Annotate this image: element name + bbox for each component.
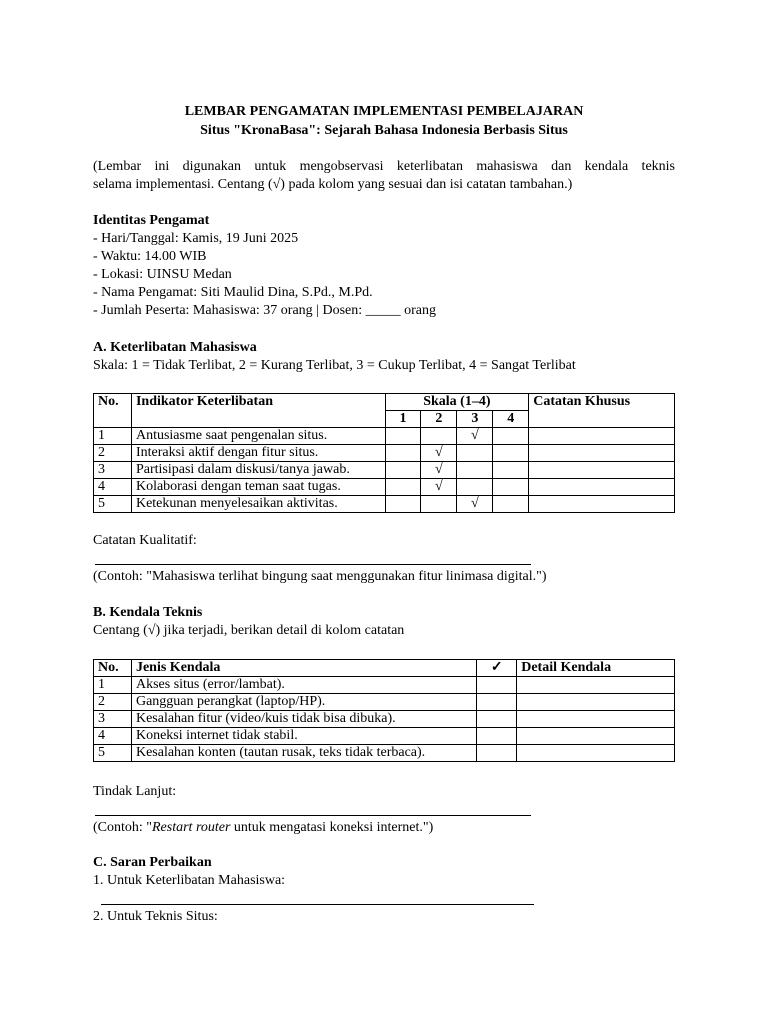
scale-cell[interactable] (493, 496, 529, 513)
detail-cell[interactable] (517, 745, 675, 762)
table-row: 1 Antusiasme saat pengenalan situs. √ (94, 428, 675, 445)
table-row: 2 Gangguan perangkat (laptop/HP). (94, 694, 675, 711)
scale-col-1: 1 (385, 411, 421, 428)
intro-line-2: selama implementasi. Centang (√) pada kolom yang sesuai dan isi catatan tambahan.) (93, 177, 573, 192)
technical-issues-table (93, 659, 675, 762)
scale-cell[interactable] (493, 479, 529, 496)
scale-cell[interactable] (385, 445, 421, 462)
col-header-detail: Detail Kendala (517, 660, 675, 677)
scale-col-4: 4 (493, 411, 529, 428)
follow-up-line[interactable] (95, 815, 531, 816)
scale-cell[interactable]: √ (421, 462, 457, 479)
col-header-indicator: Indikator Keterlibatan (131, 394, 385, 428)
detail-cell[interactable] (517, 677, 675, 694)
suggestion-engagement-label: 1. Untuk Keterlibatan Mahasiswa: (93, 873, 286, 888)
check-cell[interactable] (477, 711, 517, 728)
scale-cell[interactable]: √ (457, 428, 493, 445)
follow-up-example: (Contoh: "Restart router untuk mengatasi koneksi internet.") (93, 820, 434, 835)
check-cell[interactable] (477, 694, 517, 711)
scale-cell[interactable] (457, 462, 493, 479)
scale-cell[interactable]: √ (421, 479, 457, 496)
check-cell[interactable] (477, 728, 517, 745)
scale-cell[interactable] (421, 428, 457, 445)
notes-cell[interactable] (529, 496, 675, 513)
table-row: 4 Kolaborasi dengan teman saat tugas. √ (94, 479, 675, 496)
follow-up-label: Tindak Lanjut: (93, 784, 177, 799)
identity-date: - Hari/Tanggal: Kamis, 19 Juni 2025 (93, 231, 299, 246)
section-b-instruction: Centang (√) jika terjadi, berikan detail di kolom catatan (93, 623, 405, 638)
identity-participants: - Jumlah Peserta: Mahasiswa: 37 orang | Dosen: _____ orang (93, 303, 437, 318)
qualitative-notes-example: (Contoh: "Mahasiswa terlihat bingung saat menggunakan fitur linimasa digital.") (93, 569, 547, 584)
qualitative-notes-line[interactable] (95, 564, 531, 565)
scale-cell[interactable] (385, 428, 421, 445)
page-subtitle: Situs "KronaBasa": Sejarah Bahasa Indonesia Berbasis Situs (200, 123, 568, 138)
scale-cell[interactable] (385, 479, 421, 496)
scale-cell[interactable] (457, 445, 493, 462)
section-b-heading: B. Kendala Teknis (93, 605, 203, 620)
intro-line-1: (Lembar ini digunakan untuk mengobservasi keterlibatan mahasiswa dan kendala teknis (93, 159, 675, 174)
identity-time: - Waktu: 14.00 WIB (93, 249, 207, 264)
check-cell[interactable] (477, 745, 517, 762)
col-header-no: No. (94, 660, 132, 677)
scale-cell[interactable] (385, 462, 421, 479)
qualitative-notes-label: Catatan Kualitatif: (93, 533, 197, 548)
section-c-heading: C. Saran Perbaikan (93, 855, 212, 870)
check-cell[interactable] (477, 677, 517, 694)
identity-heading: Identitas Pengamat (93, 213, 210, 228)
scale-cell[interactable] (493, 445, 529, 462)
notes-cell[interactable] (529, 428, 675, 445)
notes-cell[interactable] (529, 462, 675, 479)
detail-cell[interactable] (517, 728, 675, 745)
col-header-notes: Catatan Khusus (529, 394, 675, 428)
scale-cell[interactable] (493, 428, 529, 445)
table-row: 2 Interaksi aktif dengan fitur situs. √ (94, 445, 675, 462)
suggestion-technical-label: 2. Untuk Teknis Situs: (93, 909, 218, 924)
col-header-type: Jenis Kendala (131, 660, 476, 677)
section-a-scale: Skala: 1 = Tidak Terlibat, 2 = Kurang Terlibat, 3 = Cukup Terlibat, 4 = Sangat Terlibat (93, 358, 576, 373)
table-row: 3 Kesalahan fitur (video/kuis tidak bisa dibuka). (94, 711, 675, 728)
scale-cell[interactable]: √ (457, 496, 493, 513)
suggestion-engagement-line[interactable] (101, 904, 534, 905)
table-row: 5 Ketekunan menyelesaikan aktivitas. √ (94, 496, 675, 513)
col-header-no: No. (94, 394, 132, 428)
scale-cell[interactable] (493, 462, 529, 479)
scale-cell[interactable] (385, 496, 421, 513)
table-row: 3 Partisipasi dalam diskusi/tanya jawab. √ (94, 462, 675, 479)
detail-cell[interactable] (517, 711, 675, 728)
table-row: 4 Koneksi internet tidak stabil. (94, 728, 675, 745)
engagement-table (93, 393, 675, 513)
section-a-heading: A. Keterlibatan Mahasiswa (93, 340, 257, 355)
detail-cell[interactable] (517, 694, 675, 711)
notes-cell[interactable] (529, 479, 675, 496)
table-row: 5 Kesalahan konten (tautan rusak, teks tidak terbaca). (94, 745, 675, 762)
scale-cell[interactable] (421, 496, 457, 513)
scale-col-2: 2 (421, 411, 457, 428)
col-header-check: ✓ (477, 660, 517, 677)
page-title: LEMBAR PENGAMATAN IMPLEMENTASI PEMBELAJARAN (184, 104, 584, 119)
col-header-scale: Skala (1–4) (385, 394, 529, 411)
identity-observer: - Nama Pengamat: Siti Maulid Dina, S.Pd., M.Pd. (93, 285, 373, 300)
scale-cell[interactable]: √ (421, 445, 457, 462)
notes-cell[interactable] (529, 445, 675, 462)
scale-cell[interactable] (457, 479, 493, 496)
identity-location: - Lokasi: UINSU Medan (93, 267, 232, 282)
scale-col-3: 3 (457, 411, 493, 428)
table-row: 1 Akses situs (error/lambat). (94, 677, 675, 694)
